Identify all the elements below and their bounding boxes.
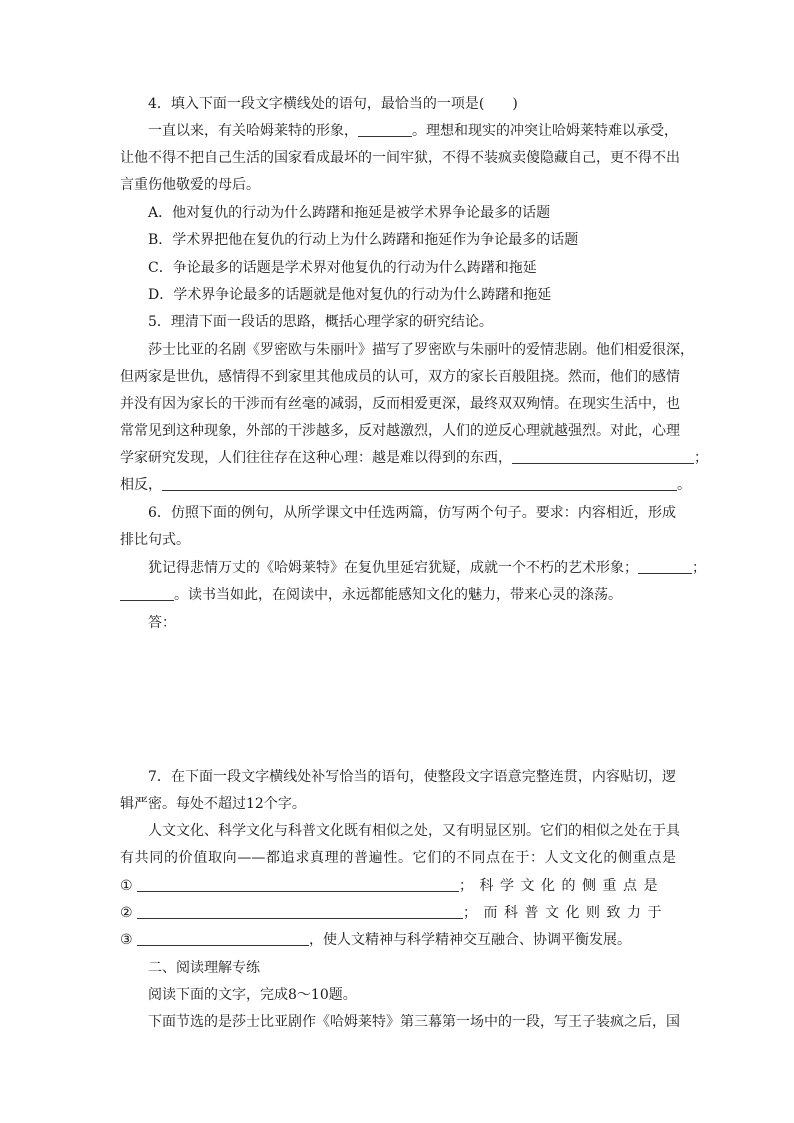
q5-answer-blank-1[interactable] [512,449,694,464]
section-2-passage-line-1: 下面节选的是莎士比亚剧作《哈姆莱特》第三幕第一场中的一段，写王子装疯之后，国 [148,1014,680,1030]
q5-stem: 5．理清下面一段话的思路，概括心理学家的研究结论。 [148,314,493,330]
q4-passage-line-3: 言重伤他敬爱的母后。 [120,177,260,193]
q6-example-line-2: 。读书当如此，在阅读中，永远都能感知文化的魅力，带来心灵的涤荡。 [120,585,622,605]
q6-answer-label: 答： [148,615,176,631]
q4-passage-line-1: 一直以来，有关哈姆莱特的形象， 。理想和现实的冲突让哈姆莱特难以承受， [148,123,678,139]
q5-passage-line-6: 相反， 。 [120,477,691,493]
q5-passage-line-4: 常常见到这种现象，外部的干涉越多，反对越激烈，人们的逆反心理就越强烈。对此，心理 [120,423,680,439]
q7-stem-line-2: 辑严密。每处不超过12个字。 [120,796,306,812]
q4-option-c: C．争论最多的话题是学术界对他复仇的行动为什么踌躇和拖延 [148,260,537,276]
q5-answer-blank-2[interactable] [162,476,677,491]
section-2-title: 二、阅读理解专练 [148,960,260,976]
q6-example-line-1: 犹记得悲情万丈的《哈姆莱特》在复仇里延宕犹疑，成就一个不朽的艺术形象； ； [148,560,706,576]
q6-blank-1[interactable] [638,559,692,574]
q5-passage-line-5: 学家研究发现，人们往往存在这种心理：越是难以得到的东西， ； [120,450,708,466]
q7-passage-line-5: ③ ，使人文精神与科学精神交互融合、协调平衡发展。 [120,932,632,948]
q7-passage-line-1: 人文文化、科学文化与科普文化既有相似之处，又有明显区别。它们的相似之处在于具 [148,823,680,839]
q5-passage-line-1: 莎士比亚的名剧《罗密欧与朱丽叶》描写了罗密欧与朱丽叶的爱情悲剧。他们相爱很深， [148,342,694,358]
q6-stem-line-1: 6．仿照下面的例句，从所学课文中任选两篇，仿写两个句子。要求：内容相近，形成 [148,505,676,521]
section-2-intro: 阅读下面的文字，完成8～10题。 [148,987,357,1003]
q4-option-b: B．学术界把他在复仇的行动上为什么踌躇和拖延作为争论最多的话题 [148,232,579,248]
q7-answer-blank-2[interactable] [137,904,463,919]
q6-blank-2[interactable] [120,586,174,601]
q7-stem-line-1: 7．在下面一段文字横线处补写恰当的语句，使整段文字语意完整连贯，内容贴切，逻 [148,769,676,785]
q7-passage-line-3: ① ；科学文化的侧重点是 [120,878,665,894]
q7-passage-line-4: ② ；而科普文化则致力于 [120,905,669,921]
q4-stem: 4．填入下面一段文字横线处的语句，最恰当的一项是( ) [148,96,518,112]
q4-blank [358,122,412,137]
q5-passage-line-2: 但两家是世仇，感情得不到家里其他成员的认可，双方的家长百般阻挠。然而，他们的感情 [120,369,680,385]
q4-option-a: A．他对复仇的行动为什么踌躇和拖延是被学术界争论最多的话题 [148,205,551,221]
q5-passage-line-3: 并没有因为家长的干涉而有丝毫的减弱，反而相爱更深，最终双双殉情。在现实生活中，也 [120,396,680,412]
q4-option-d: D．学术界争论最多的话题就是他对复仇的行动为什么踌躇和拖延 [148,287,552,303]
q7-answer-blank-3[interactable] [137,931,309,946]
q7-answer-blank-1[interactable] [137,877,459,892]
q4-passage-line-2: 让他不得不把自己生活的国家看成最坏的一间牢狱，不得不装疯卖傻隐藏自己，更不得不出 [120,150,680,166]
q6-stem-line-2: 排比句式。 [120,532,190,548]
q7-passage-line-2: 有共同的价值取向——都追求真理的普遍性。它们的不同点在于：人文文化的侧重点是 [120,850,676,866]
